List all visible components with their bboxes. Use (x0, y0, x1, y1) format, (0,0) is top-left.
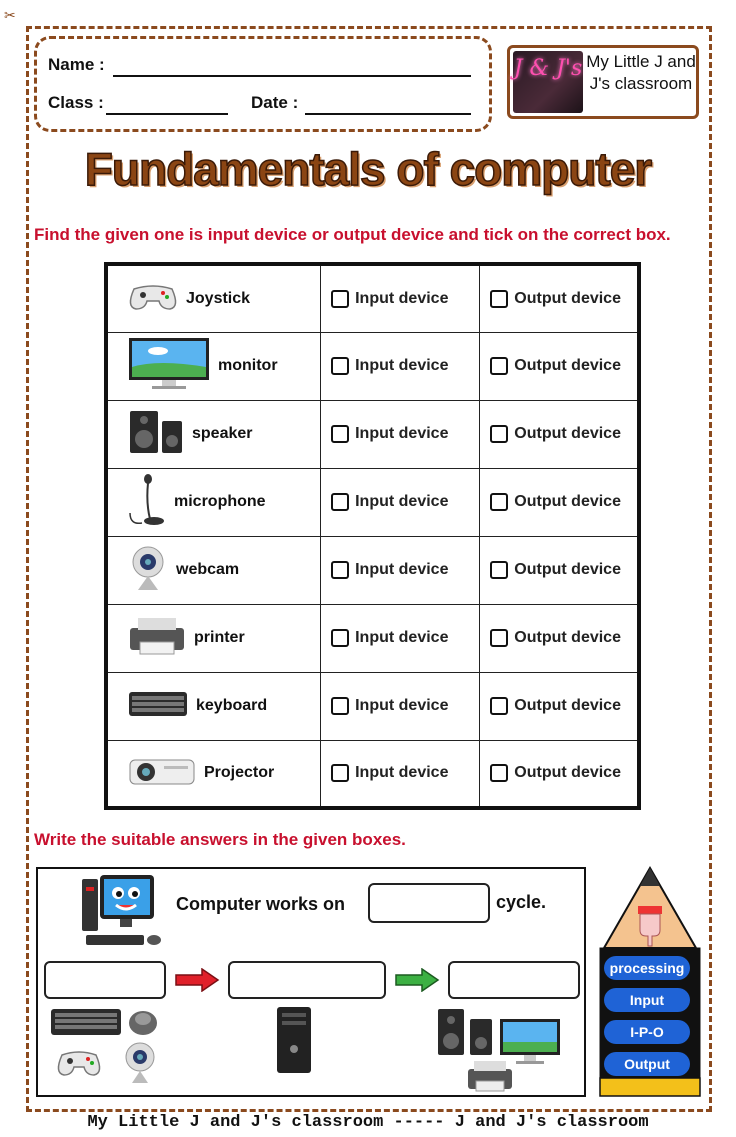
output-option-label: Output device (514, 697, 621, 714)
output-option-label: Output device (514, 425, 621, 442)
device-name: printer (194, 629, 245, 646)
keyboard-icon (128, 691, 188, 721)
input-option-cell (321, 468, 480, 536)
ipo-sentence-end: cycle. (496, 892, 547, 912)
device-table (104, 262, 641, 810)
input-option-label: Input device (355, 697, 449, 714)
device-cell (106, 400, 321, 468)
output-option-label: Output device (514, 629, 621, 646)
class-label: Class : (48, 93, 104, 112)
output-option-label: Output device (514, 764, 621, 782)
input-option-cell (321, 332, 480, 400)
device-name: monitor (218, 357, 278, 374)
input-option-cell (321, 400, 480, 468)
webcam-icon (128, 544, 168, 596)
monitor-icon (498, 1017, 562, 1065)
joystick-icon (128, 281, 178, 317)
output-device-checkbox[interactable] (490, 629, 508, 647)
device-name: microphone (174, 493, 266, 510)
device-name: keyboard (196, 697, 268, 714)
device-row-webcam (106, 536, 639, 604)
red-arrow-icon (174, 968, 220, 992)
output-device-checkbox[interactable] (490, 764, 508, 782)
word-bank-input: Input (604, 988, 690, 1012)
input-device-checkbox[interactable] (331, 764, 349, 782)
speaker-icon (128, 409, 184, 459)
input-option-cell (321, 264, 480, 332)
output-answer-box[interactable] (448, 961, 580, 999)
output-device-checkbox[interactable] (490, 493, 508, 511)
instruction-tick: Find the given one is input device or output device and tick on the correct box. (34, 225, 671, 244)
speaker-icon (436, 1007, 496, 1057)
ipo-section (36, 867, 586, 1097)
output-device-checkbox[interactable] (490, 290, 508, 308)
output-device-checkbox[interactable] (490, 561, 508, 579)
word-bank-output: Output (604, 1052, 690, 1076)
input-option-label: Input device (355, 561, 449, 578)
output-device-checkbox[interactable] (490, 697, 508, 715)
keyboard-icon (50, 1007, 122, 1037)
input-device-checkbox[interactable] (331, 357, 349, 375)
device-cell (106, 536, 321, 604)
device-name: speaker (192, 425, 253, 442)
name-label: Name : (48, 55, 105, 74)
mouse-icon (126, 1007, 160, 1039)
output-option-cell (480, 468, 639, 536)
output-option-cell (480, 400, 639, 468)
output-option-label: Output device (514, 561, 621, 578)
joystick-icon (56, 1047, 102, 1079)
output-device-checkbox[interactable] (490, 425, 508, 443)
page-title: Fundamentals of computer (84, 143, 652, 195)
device-cell (106, 332, 321, 400)
output-option-cell (480, 536, 639, 604)
input-device-checkbox[interactable] (331, 493, 349, 511)
scissor-icon: ✂ (4, 8, 16, 24)
printer-icon (466, 1059, 514, 1093)
input-option-label: Input device (355, 493, 449, 510)
output-option-label: Output device (514, 493, 621, 510)
device-row-monitor (106, 332, 639, 400)
word-bank-pencil (596, 864, 704, 1098)
ipo-sentence-start: Computer works on (176, 894, 346, 914)
printer-icon (128, 616, 186, 660)
output-option-cell (480, 604, 639, 672)
output-option-label: Output device (514, 289, 621, 307)
input-option-label: Input device (355, 764, 449, 782)
input-device-checkbox[interactable] (331, 290, 349, 308)
device-name: webcam (176, 561, 240, 578)
device-name: Joystick (186, 289, 251, 307)
webcam-icon (122, 1041, 158, 1085)
cycle-answer-box[interactable] (368, 883, 490, 923)
cpu-tower-icon (274, 1005, 314, 1075)
brand-text: My Little J and J's classroom (586, 52, 696, 93)
input-device-checkbox[interactable] (331, 697, 349, 715)
device-row-printer (106, 604, 639, 672)
projector-icon (128, 754, 196, 792)
date-label: Date : (251, 93, 299, 112)
microphone-icon (128, 473, 166, 531)
device-cell (106, 604, 321, 672)
input-option-cell (321, 604, 480, 672)
device-row-speaker (106, 400, 639, 468)
device-row-projector (106, 740, 639, 808)
word-bank-ipo: I-P-O (604, 1020, 690, 1044)
input-option-cell (321, 672, 480, 740)
output-device-checkbox[interactable] (490, 357, 508, 375)
student-info-box (34, 36, 492, 132)
brand-logo: J & J's (513, 51, 583, 113)
cartoon-computer-icon (78, 873, 168, 951)
input-device-checkbox[interactable] (331, 425, 349, 443)
device-cell (106, 672, 321, 740)
output-option-cell (480, 740, 639, 808)
input-option-label: Input device (355, 357, 449, 374)
input-option-label: Input device (355, 425, 449, 442)
input-answer-box[interactable] (44, 961, 166, 999)
device-name: Projector (204, 764, 275, 782)
device-row-microphone (106, 468, 639, 536)
output-option-label: Output device (514, 357, 621, 374)
name-field[interactable] (113, 75, 471, 77)
device-row-keyboard (106, 672, 639, 740)
pointing-hand-icon (632, 904, 668, 948)
instruction-write: Write the suitable answers in the given boxes. (34, 830, 406, 849)
output-option-cell (480, 672, 639, 740)
device-cell (106, 264, 321, 332)
processing-answer-box[interactable] (228, 961, 386, 999)
input-option-cell (321, 536, 480, 604)
device-cell (106, 468, 321, 536)
output-option-cell (480, 332, 639, 400)
input-option-label: Input device (355, 629, 449, 646)
input-option-cell (321, 740, 480, 808)
input-device-checkbox[interactable] (331, 561, 349, 579)
class-field[interactable] (106, 113, 228, 115)
footer-text: My Little J and J's classroom ----- J and J's classroom (87, 1113, 649, 1132)
device-row-joystick (106, 264, 639, 332)
date-field[interactable] (305, 113, 471, 115)
monitor-icon (128, 337, 210, 395)
word-bank-processing: processing (604, 956, 690, 980)
brand-badge (507, 45, 699, 119)
device-cell (106, 740, 321, 808)
input-device-checkbox[interactable] (331, 629, 349, 647)
green-arrow-icon (394, 968, 440, 992)
input-option-label: Input device (355, 289, 449, 307)
output-option-cell (480, 264, 639, 332)
